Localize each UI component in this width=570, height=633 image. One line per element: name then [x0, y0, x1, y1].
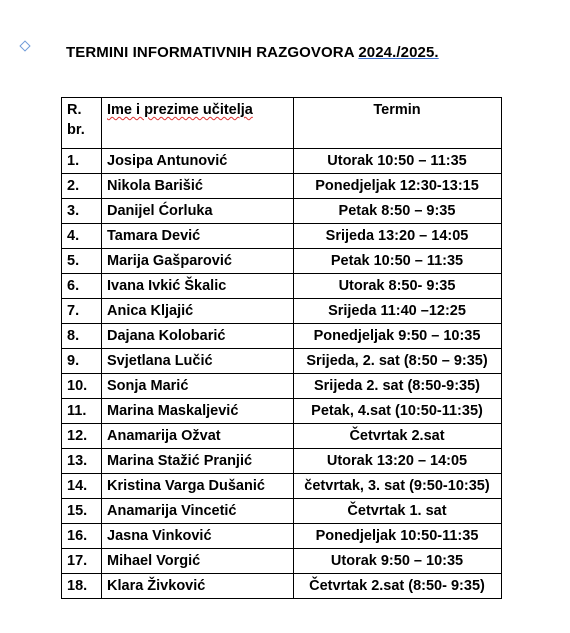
row-number: 5.: [62, 249, 102, 274]
table-row: [62, 449, 502, 474]
meeting-term: Srijeda 13:20 – 14:05: [294, 224, 502, 249]
row-number: 8.: [62, 324, 102, 349]
teacher-name: Tamara Dević: [102, 224, 294, 249]
title-year: 2024./2025.: [358, 44, 439, 61]
row-number: 16.: [62, 524, 102, 549]
table-row: [62, 299, 502, 324]
meeting-term: Petak, 4.sat (10:50-11:35): [294, 399, 502, 424]
document-title: [66, 44, 439, 61]
table-body: [62, 149, 502, 599]
teacher-name: Marija Gašparović: [102, 249, 294, 274]
row-number: 13.: [62, 449, 102, 474]
header-number: R. br.: [62, 98, 102, 149]
teacher-name: Nikola Barišić: [102, 174, 294, 199]
teacher-name: Mihael Vorgić: [102, 549, 294, 574]
table-header-row: [62, 98, 502, 149]
table-row: [62, 274, 502, 299]
row-number: 15.: [62, 499, 102, 524]
teacher-name: Kristina Varga Dušanić: [102, 474, 294, 499]
row-number: 3.: [62, 199, 102, 224]
teacher-name: Marina Maskaljević: [102, 399, 294, 424]
teacher-name: Josipa Antunović: [102, 149, 294, 174]
table-row: [62, 174, 502, 199]
meeting-term: Utorak 13:20 – 14:05: [294, 449, 502, 474]
meeting-term: Petak 10:50 – 11:35: [294, 249, 502, 274]
teacher-name: Dajana Kolobarić: [102, 324, 294, 349]
meeting-term: Ponedjeljak 10:50-11:35: [294, 524, 502, 549]
row-number: 11.: [62, 399, 102, 424]
table-row: [62, 574, 502, 599]
teacher-name: Klara Živković: [102, 574, 294, 599]
meeting-term: Srijeda 11:40 –12:25: [294, 299, 502, 324]
row-number: 2.: [62, 174, 102, 199]
meeting-term: četvrtak, 3. sat (9:50-10:35): [294, 474, 502, 499]
teacher-name: Marina Stažić Pranjić: [102, 449, 294, 474]
row-number: 4.: [62, 224, 102, 249]
meeting-term: Utorak 8:50- 9:35: [294, 274, 502, 299]
table-row: [62, 224, 502, 249]
meeting-term: Utorak 9:50 – 10:35: [294, 549, 502, 574]
teacher-name: Anica Kljajić: [102, 299, 294, 324]
meeting-term: Ponedjeljak 12:30-13:15: [294, 174, 502, 199]
table-row: [62, 499, 502, 524]
meeting-term: Ponedjeljak 9:50 – 10:35: [294, 324, 502, 349]
table-row: [62, 549, 502, 574]
table-row: [62, 199, 502, 224]
row-number: 7.: [62, 299, 102, 324]
row-number: 1.: [62, 149, 102, 174]
table-row: [62, 399, 502, 424]
row-number: 18.: [62, 574, 102, 599]
meeting-term: Petak 8:50 – 9:35: [294, 199, 502, 224]
meeting-term: Četvrtak 1. sat: [294, 499, 502, 524]
teacher-name: Anamarija Ožvat: [102, 424, 294, 449]
title-prefix: TERMINI INFORMATIVNIH RAZGOVORA: [66, 44, 359, 61]
header-term: Termin: [294, 98, 502, 149]
paragraph-anchor-icon: [19, 40, 30, 51]
table-row: [62, 249, 502, 274]
table-row: [62, 524, 502, 549]
table-row: [62, 424, 502, 449]
table-row: [62, 474, 502, 499]
table-row: [62, 149, 502, 174]
row-number: 9.: [62, 349, 102, 374]
row-number: 17.: [62, 549, 102, 574]
teacher-name: Svjetlana Lučić: [102, 349, 294, 374]
row-number: 12.: [62, 424, 102, 449]
table-row: [62, 324, 502, 349]
table-row: [62, 374, 502, 399]
teacher-name: Anamarija Vincetić: [102, 499, 294, 524]
header-name-label: Ime i prezime učitelja: [107, 102, 253, 118]
teacher-name: Jasna Vinković: [102, 524, 294, 549]
row-number: 10.: [62, 374, 102, 399]
schedule-table: [61, 97, 502, 599]
meeting-term: Utorak 10:50 – 11:35: [294, 149, 502, 174]
meeting-term: Srijeda 2. sat (8:50-9:35): [294, 374, 502, 399]
meeting-term: Četvrtak 2.sat (8:50- 9:35): [294, 574, 502, 599]
meeting-term: Četvrtak 2.sat: [294, 424, 502, 449]
teacher-name: Ivana Ivkić Škalic: [102, 274, 294, 299]
meeting-term: Srijeda, 2. sat (8:50 – 9:35): [294, 349, 502, 374]
row-number: 6.: [62, 274, 102, 299]
row-number: 14.: [62, 474, 102, 499]
teacher-name: Sonja Marić: [102, 374, 294, 399]
table-row: [62, 349, 502, 374]
teacher-name: Danijel Ćorluka: [102, 199, 294, 224]
header-name: [102, 98, 294, 149]
